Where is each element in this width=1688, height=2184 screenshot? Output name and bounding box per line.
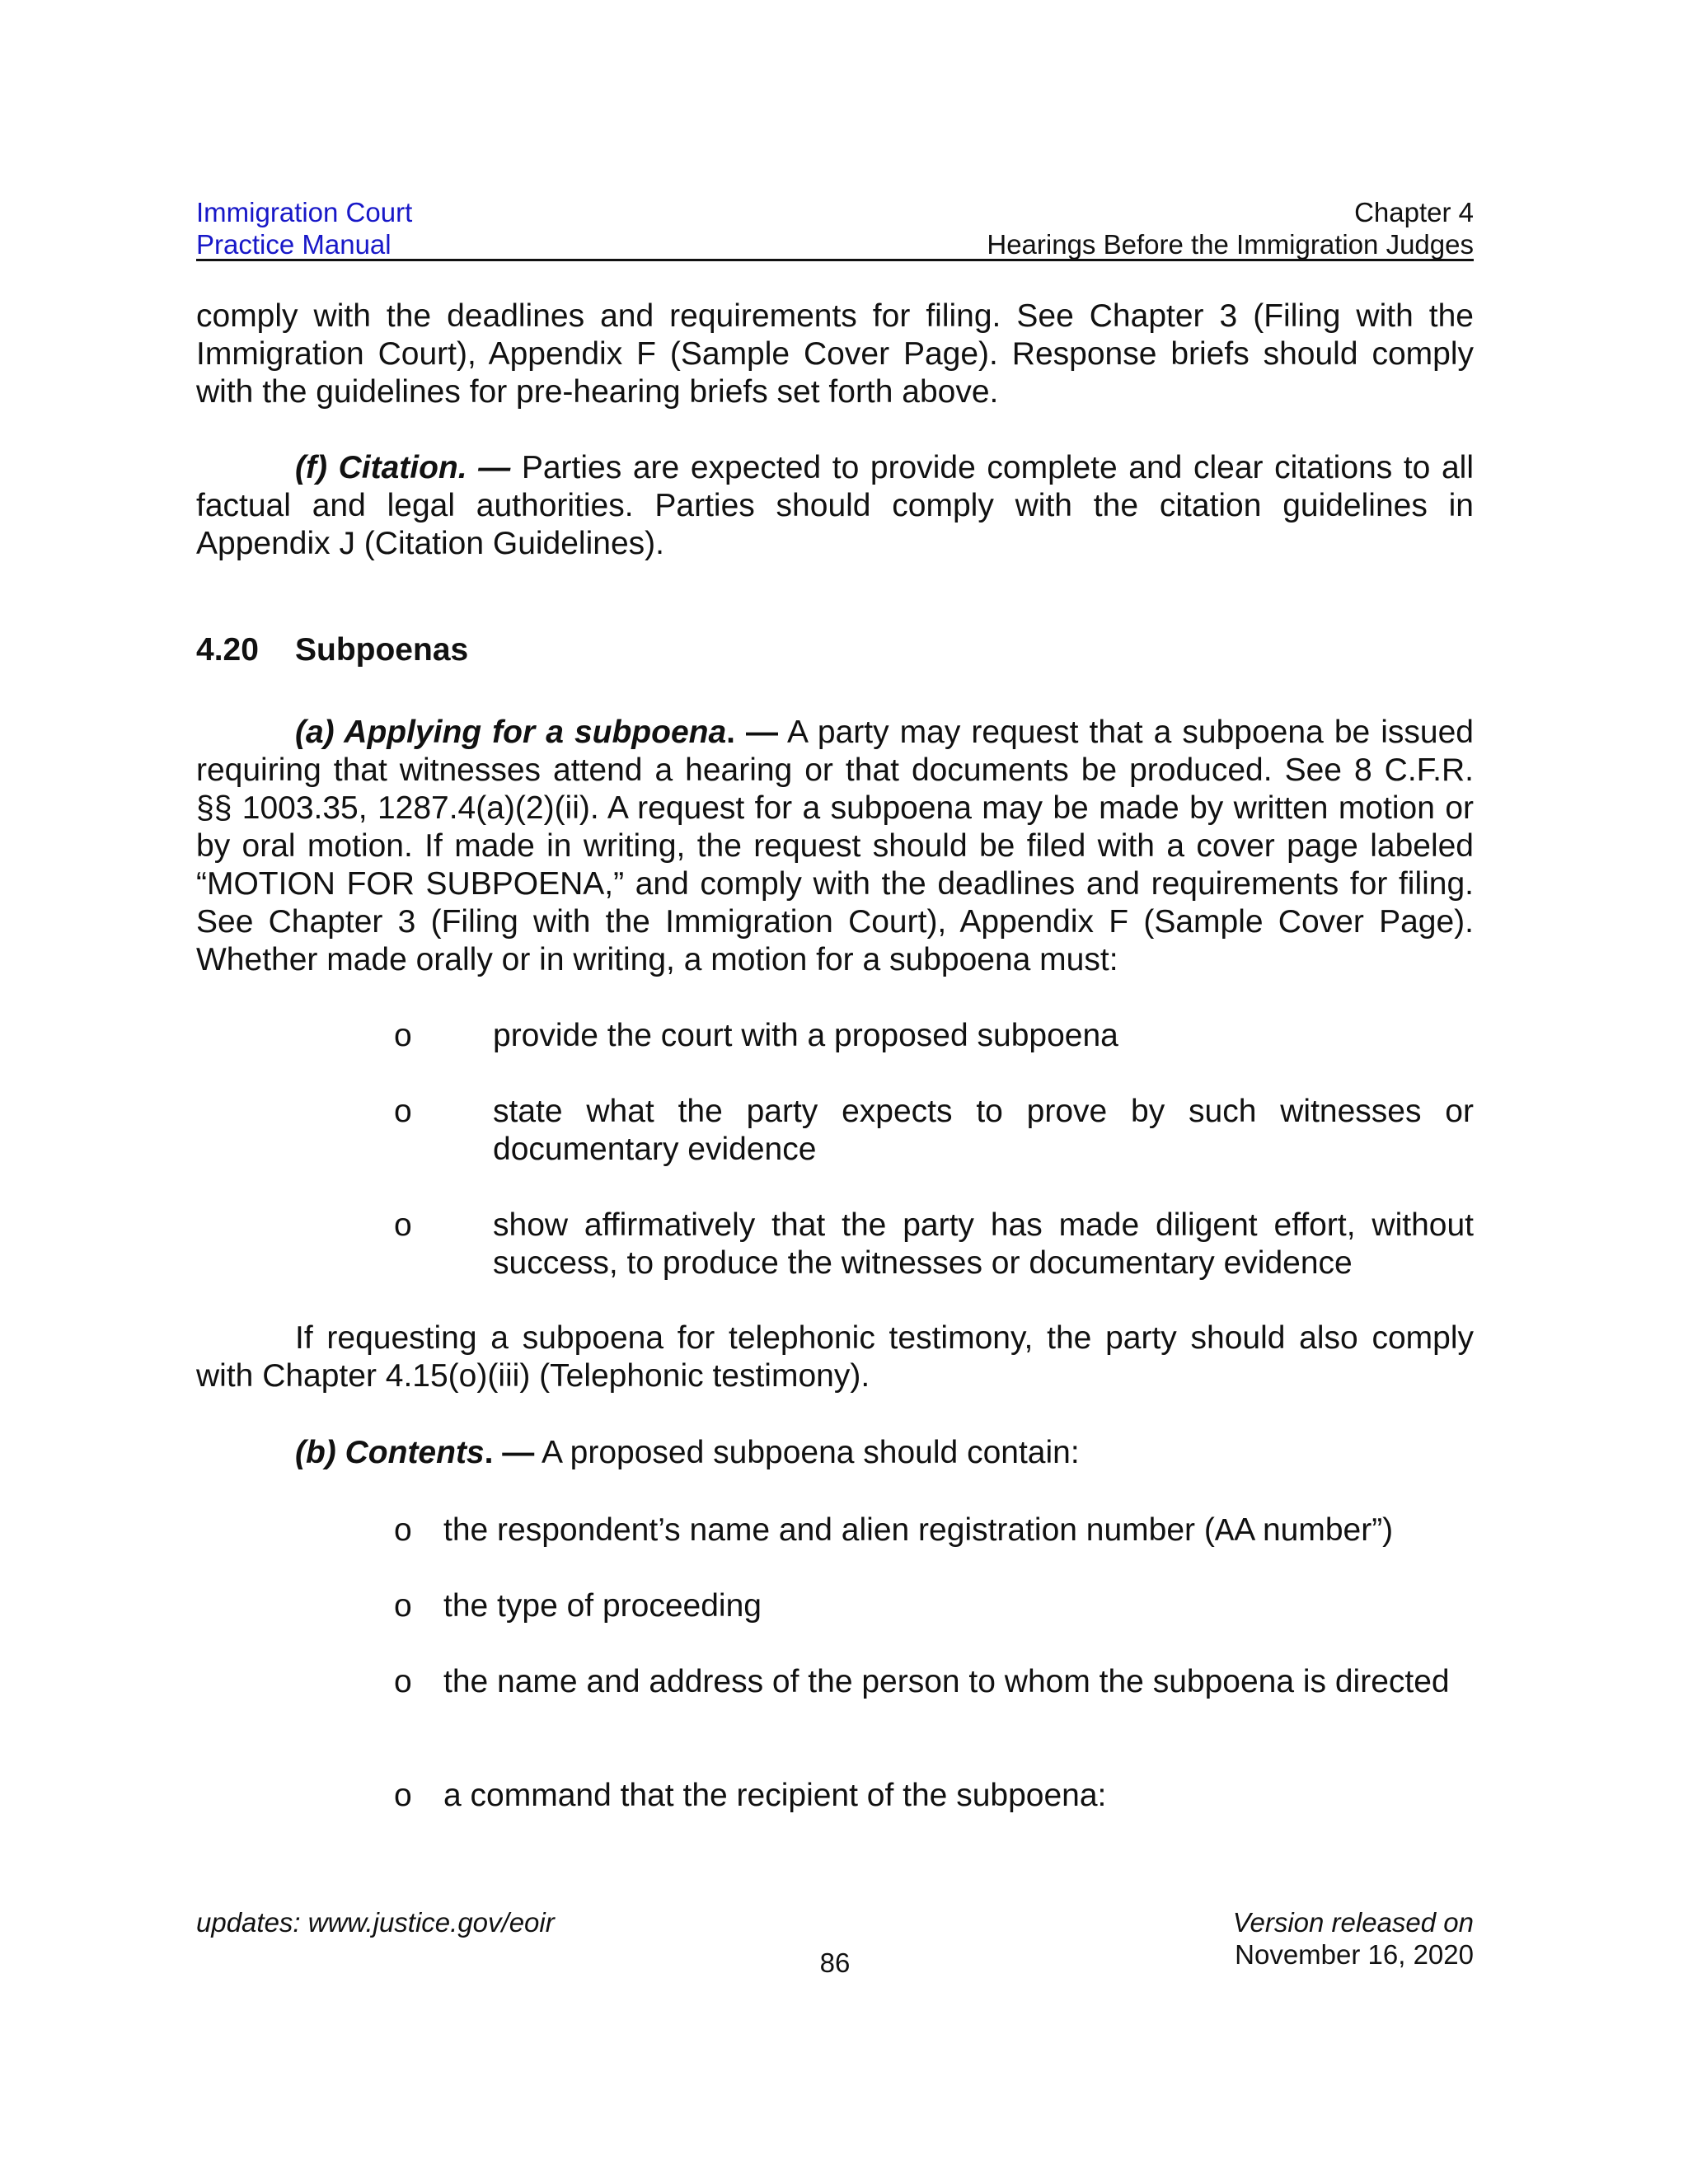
list-item-text: provide the court with a proposed subpoena	[493, 1018, 1118, 1053]
list-item-text: a command that the recipient of the subpoena:	[443, 1778, 1107, 1813]
header-manual-title	[196, 196, 412, 260]
list-item-text: the type of proceeding	[443, 1588, 762, 1624]
paragraph-contents	[196, 1434, 1474, 1472]
bullet-mark: o	[394, 1778, 412, 1813]
document-page	[196, 0, 1474, 2184]
list-item-text: show affirmatively that the party has made diligent effort, without success, to produce the witnesses or documentary evidence	[493, 1207, 1474, 1281]
bullet-mark: o	[394, 1664, 412, 1699]
paragraph-telephonic	[196, 1319, 1474, 1395]
header-right-line1: Chapter 4	[1354, 197, 1474, 227]
bullet-mark: o	[394, 1018, 412, 1053]
header-left-line1: Immigration Court	[196, 197, 413, 227]
header-chapter-title	[987, 196, 1474, 260]
bullet-mark: o	[394, 1207, 412, 1243]
paragraph-text: If requesting a subpoena for telephonic testimony, the party should also comply with Chapter 4.15(o)(iii) (Telephonic testimony).	[196, 1320, 1474, 1394]
contents-lead-dash: . —	[484, 1435, 535, 1470]
item-text-part: the respondent’s name and alien registration number (	[443, 1512, 1215, 1548]
bullet-mark: o	[394, 1094, 412, 1129]
applying-lead: (a) Applying for a subpoena	[295, 715, 727, 750]
list-item-text: state what the party expects to prove by such witnesses or documentary evidence	[493, 1094, 1474, 1167]
list-item-text: the name and address of the person to whom the subpoena is directed	[443, 1664, 1450, 1699]
item-glyph: A	[1214, 1514, 1235, 1550]
item-text-part: A number”)	[1234, 1512, 1394, 1548]
contents-body: A proposed subpoena should contain:	[534, 1435, 1080, 1470]
header-left-line2: Practice Manual	[196, 229, 392, 260]
header-right-line2: Hearings Before the Immigration Judges	[987, 229, 1474, 260]
footer-updates-url: updates: www.justice.gov/eoir	[196, 1907, 555, 1938]
section-title: Subpoenas	[295, 632, 469, 668]
section-number: 4.20	[196, 632, 259, 668]
section-heading	[196, 631, 468, 669]
paragraph-applying-subpoena	[196, 714, 1474, 979]
paragraph-contents-text	[196, 1434, 1474, 1472]
paragraph-citation-text	[196, 449, 1474, 563]
paragraph-applying-text	[196, 714, 1474, 979]
citation-body: Parties are expected to provide complete and clear citations to all factual and legal authorities. Parties should comply with the citation guidelines in Appendix J (Citation Guidelines).	[196, 450, 1474, 561]
header-divider	[196, 259, 1474, 261]
bullet-mark: o	[394, 1512, 412, 1548]
paragraph-citation	[196, 449, 1474, 563]
paragraph-text: comply with the deadlines and requirements for filing. See Chapter 3 (Filing with the Immigration Court), Appendix F (Sample Cover Page). Response briefs should comply with the guidelines for pre-hearing briefs set forth above.	[196, 298, 1474, 410]
footer-version-date: November 16, 2020	[1235, 1939, 1474, 1970]
applying-body: A party may request that a subpoena be issued requiring that witnesses attend a hearing or that documents be produced. See 8 C.F.R. §§ 1003.35, 1287.4(a)(2)(ii). A request for a subpoena may be made by written motion or by oral motion. If made in writing, the request should be filed with a cover page labeled “MOTION FOR SUBPOENA,” and comply with the deadlines and requirements for filing. See Chapter 3 (Filing with the Immigration Court), Appendix F (Sample Cover Page). Whether made orally or in writing, a motion for a subpoena must:	[196, 715, 1474, 977]
footer-version-label: Version released on	[1232, 1907, 1474, 1938]
bullet-mark: o	[394, 1588, 412, 1624]
paragraph-filing-continuation	[196, 298, 1474, 411]
citation-lead: (f) Citation. —	[295, 450, 511, 485]
applying-lead-dash: . —	[726, 715, 779, 750]
page-number: 86	[819, 1947, 851, 1978]
footer-version	[1233, 1906, 1474, 1971]
list-item-text	[443, 1511, 1474, 1551]
contents-lead: (b) Contents	[295, 1435, 485, 1470]
